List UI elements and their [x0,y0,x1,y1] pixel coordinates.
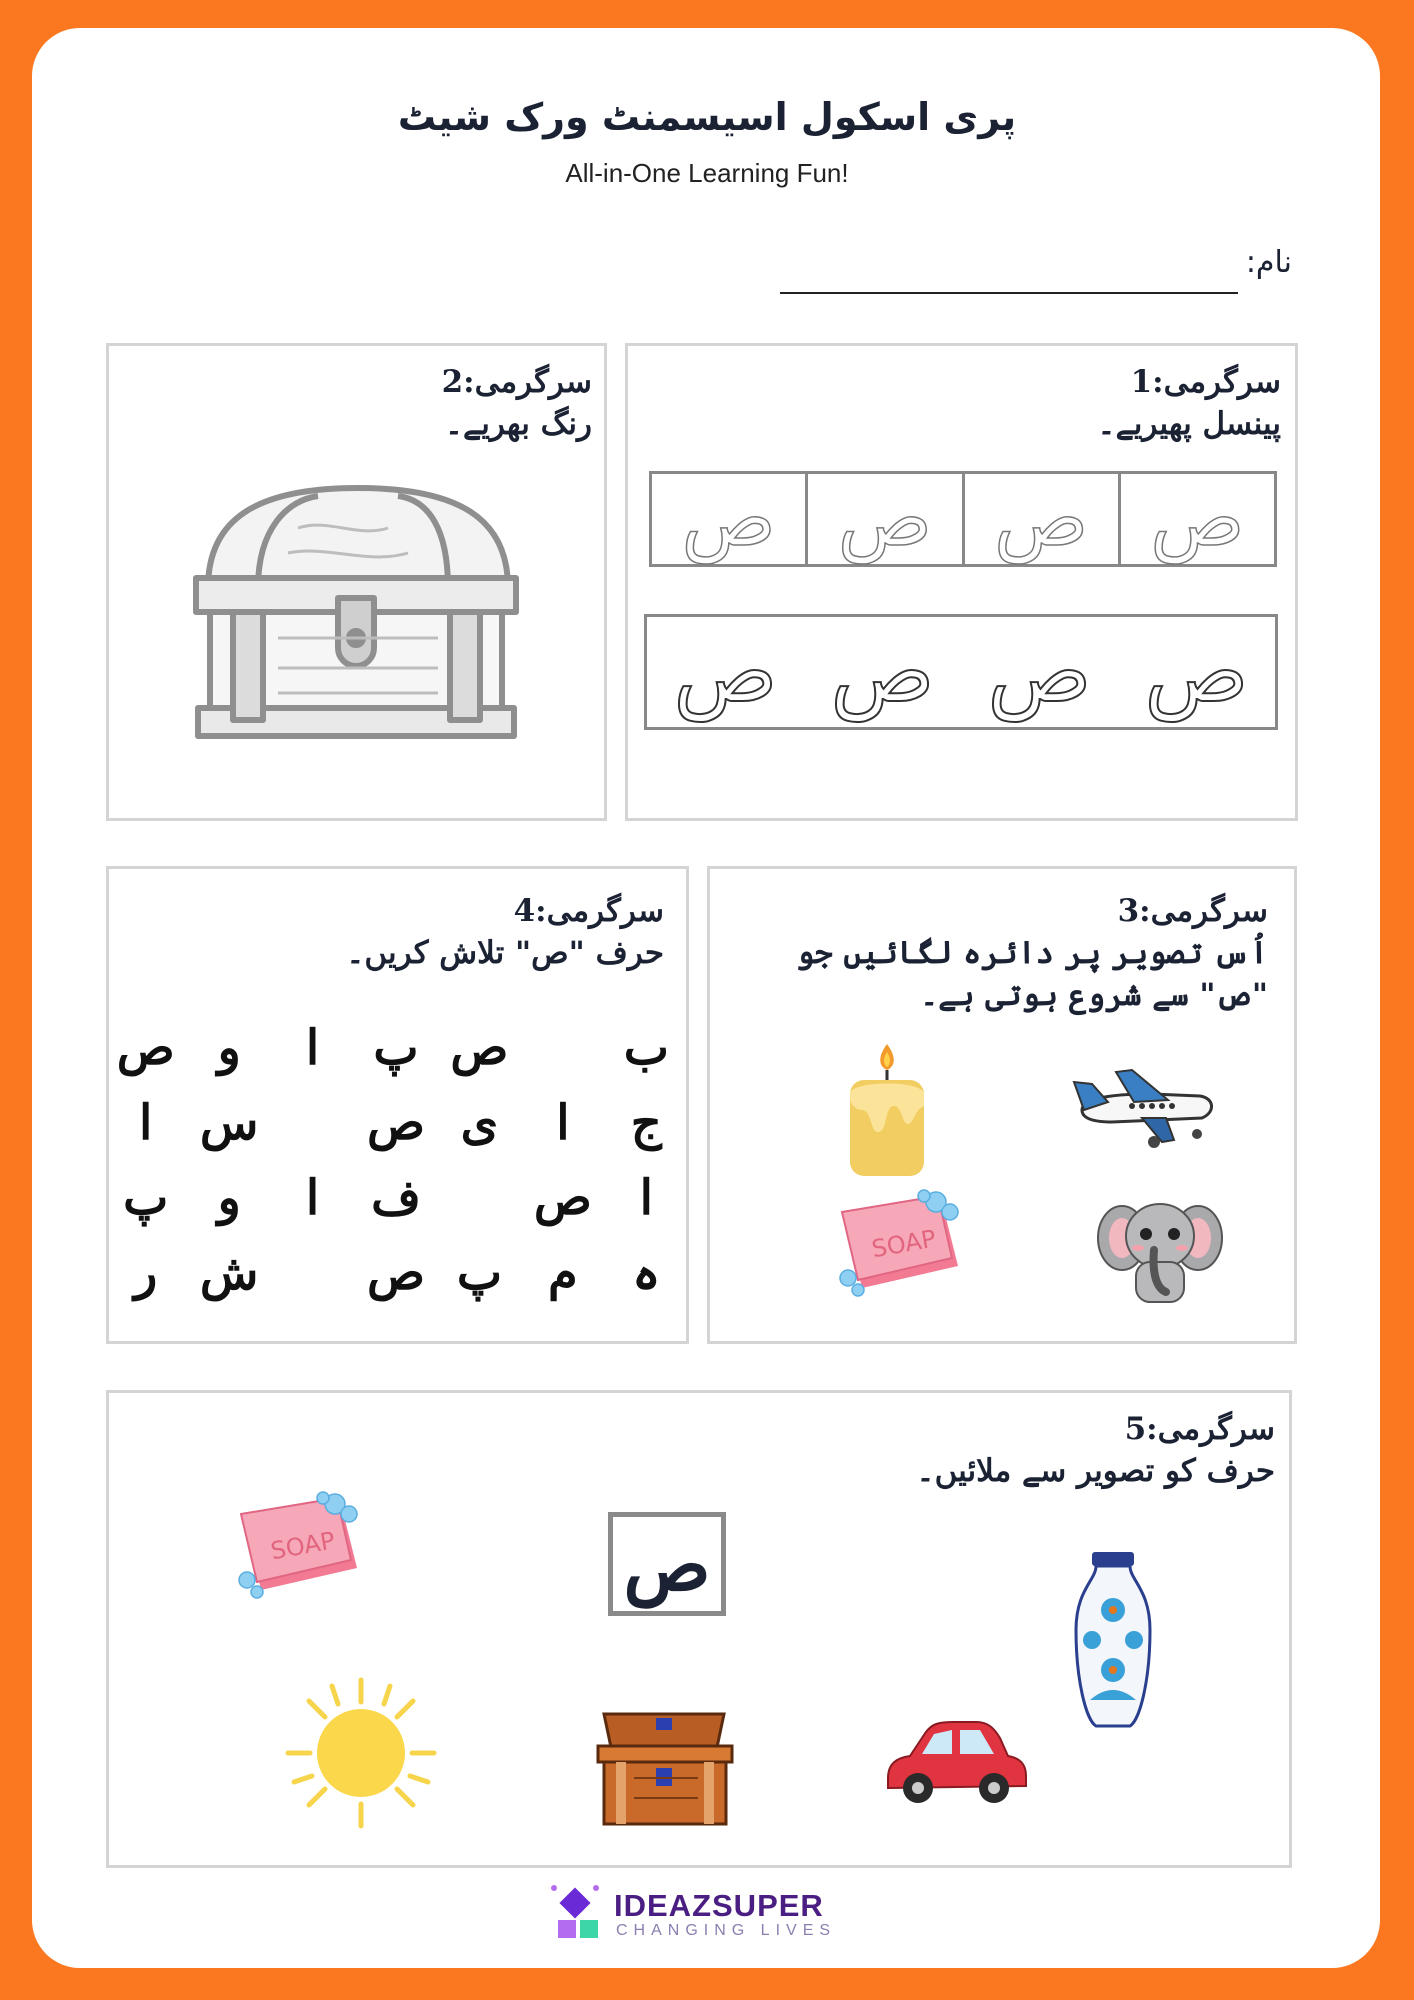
grid-letter[interactable]: ص [450,1019,509,1076]
grid-letter[interactable]: و [217,1169,241,1226]
activity-1-instruction: پینسل پھیریے۔ [1097,405,1281,442]
grid-letter[interactable]: ص [533,1169,592,1226]
sun-image[interactable] [284,1676,438,1830]
grid-letter[interactable]: ا [556,1094,570,1151]
activity-4-instruction: حرف "ص" تلاش کریں۔ [346,934,664,971]
activity-3-heading: سرگرمی:3 [1117,893,1268,929]
grid-letter[interactable]: ص [367,1094,426,1151]
elephant-image[interactable] [1096,1192,1224,1310]
activity-5-heading: سرگرمی:5 [1124,1411,1275,1447]
dotted-letter: ص [993,474,1089,564]
treasure-chest-outline-image[interactable] [188,478,524,756]
activity-3-title [728,891,1268,1017]
candle-image[interactable] [844,1040,930,1180]
activity-1-title [681,362,1281,446]
dotted-letter: ص [681,474,776,564]
worksheet-title: پری اسکول اسیسمنٹ ورک شیٹ [397,95,1017,139]
vase-image[interactable] [1070,1550,1156,1730]
worksheet-subtitle: All-in-One Learning Fun! [565,158,849,188]
letter-search-grid [104,1010,688,1310]
car-image[interactable] [880,1716,1028,1808]
activity-1-heading: سرگرمی:1 [1130,364,1281,400]
grid-letter[interactable] [521,1010,604,1085]
trace-cell[interactable] [652,474,805,564]
grid-letter[interactable]: س [199,1094,259,1151]
outline-letter[interactable]: ص [830,622,935,722]
activity-4-heading: سرگرمی:4 [513,893,664,929]
grid-letter[interactable]: پ [456,1244,503,1301]
svg-text:SOAP: SOAP [268,1526,338,1566]
grid-letter[interactable]: ص [367,1244,426,1301]
soap-image[interactable] [832,1188,964,1300]
grid-letter[interactable] [271,1085,354,1160]
activity-5-instruction: حرف کو تصویر سے ملائیں۔ [916,1452,1275,1489]
name-label: نام: [1245,245,1292,280]
outline-letter[interactable]: ص [1144,622,1249,722]
match-letter-box[interactable]: ص [608,1512,726,1616]
grid-letter[interactable]: ب [623,1019,669,1076]
soap-image[interactable] [230,1490,364,1602]
outline-letters-row [644,614,1278,730]
outline-letter[interactable]: ص [987,622,1092,722]
grid-letter[interactable]: پ [373,1019,419,1076]
grid-letter[interactable]: ف [371,1169,421,1226]
activity-2-instruction: رنگ بھریے۔ [444,405,592,442]
grid-letter[interactable]: ا [305,1169,320,1226]
grid-letter[interactable]: ی [460,1094,499,1151]
trace-cell[interactable] [805,474,961,564]
trace-cell[interactable] [962,474,1118,564]
activity-2-title [132,362,592,446]
dotted-letter: ص [837,474,933,564]
activity-2-heading: سرگرمی:2 [441,364,592,400]
grid-letter[interactable]: ہ [632,1244,661,1301]
grid-letter[interactable]: ش [199,1244,259,1301]
grid-letter[interactable]: پ [123,1169,169,1226]
grid-letter[interactable]: و [217,1019,241,1076]
grid-letter[interactable]: ص [116,1019,175,1076]
grid-letter[interactable]: ا [139,1094,153,1151]
grid-letter[interactable]: ر [134,1244,158,1301]
grid-letter[interactable] [438,1160,521,1235]
logo-name: IDEAZSUPER [614,1888,824,1923]
svg-text:SOAP: SOAP [869,1224,939,1264]
activity-5-title [675,1409,1275,1493]
activity-1-box [625,343,1298,821]
dotted-letter: ص [1150,474,1245,564]
outline-letter[interactable]: ص [673,622,778,722]
trace-cell[interactable] [1118,474,1274,564]
airplane-image[interactable] [1072,1062,1220,1152]
grid-letter[interactable]: ا [639,1169,653,1226]
grid-letter[interactable] [271,1235,354,1310]
activity-3-instruction: اُس تصویر پر دائرہ لگائیں جو "ص" سے شروع ہوتی ہے۔ [796,934,1268,1013]
tracing-row [649,471,1277,567]
ideazsuper-logo-icon [548,1882,610,1942]
treasure-chest-image[interactable] [594,1694,736,1830]
grid-letter[interactable]: م [548,1244,578,1301]
grid-letter[interactable]: ج [630,1094,662,1151]
activity-4-title [124,891,664,975]
logo-tagline: CHANGING LIVES [616,1922,837,1939]
grid-letter[interactable]: ا [305,1019,320,1076]
name-field-line[interactable] [780,292,1238,294]
